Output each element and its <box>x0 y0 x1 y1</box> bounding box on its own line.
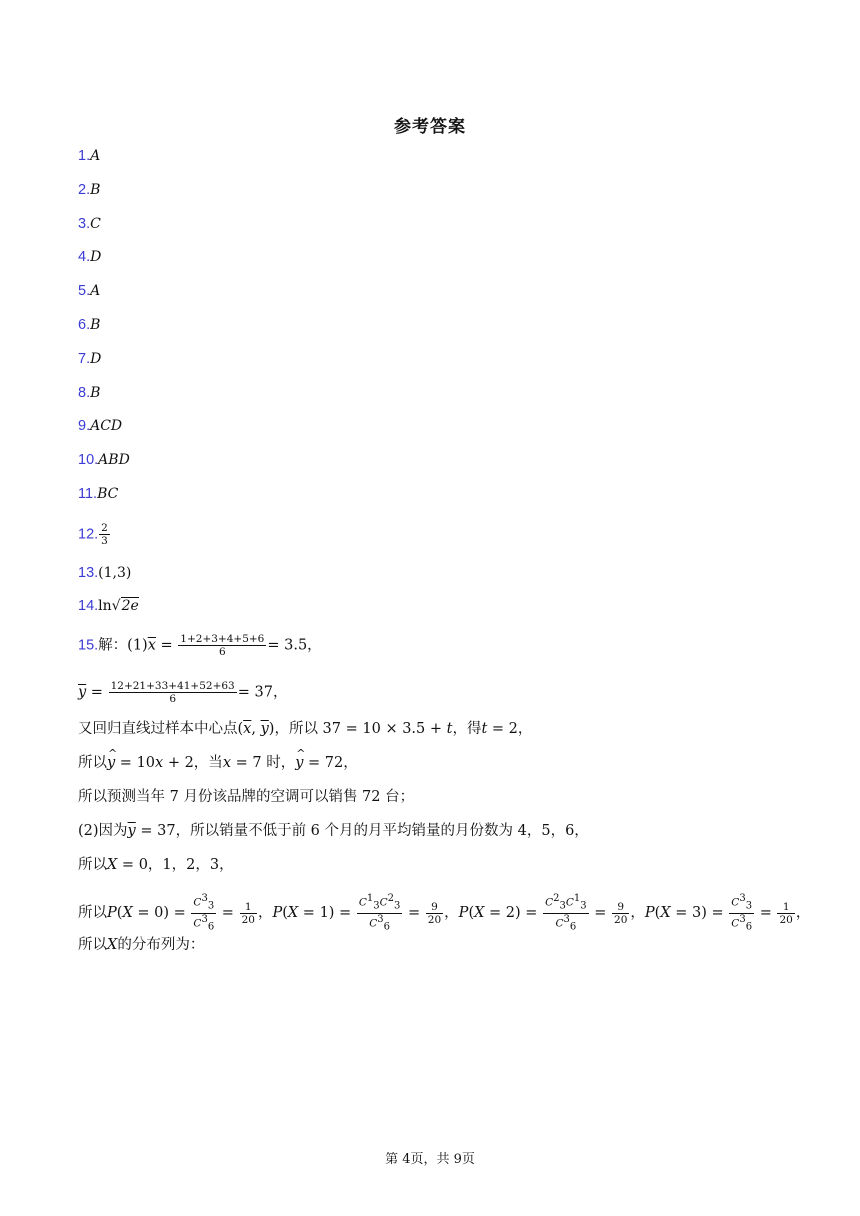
answer-7 <box>78 350 101 368</box>
answer-1 <box>78 147 100 165</box>
numerator: 2 <box>101 522 108 534</box>
text: + 2，当 <box>163 755 223 771</box>
ybar-fraction <box>109 680 237 705</box>
q15-line-part2: (2)因为$\overline{y} = 37$，所以销量不低于前 6 个月的月平均销量的月份数为 4，5，6， <box>78 823 589 839</box>
q15-line-ybar: $\overline{y}$ = $\frac{12+21+33+41+52+63}{6}$ = 37， <box>78 680 288 705</box>
q15-line-prediction: 所以预测当年 7 月份该品牌的空调可以销售 72 台； <box>78 789 415 805</box>
answer-number: 9. <box>78 418 91 434</box>
text: = 7 时， <box>231 755 296 771</box>
answer-number: 13. <box>78 565 99 581</box>
answer-value: B <box>90 317 101 333</box>
text: ，得 <box>452 721 482 737</box>
radicand: 2e <box>121 598 139 614</box>
text: 所以 <box>78 937 107 953</box>
ln-prefix: ln <box>98 598 112 614</box>
answer-value: D <box>90 249 102 265</box>
page-footer: 第 4页，共 9页 <box>385 1152 475 1167</box>
answer-13 <box>78 564 131 582</box>
answer-6 <box>78 316 100 334</box>
answer-value: C <box>90 216 101 232</box>
answer-number: 7. <box>78 351 91 367</box>
fraction: $\frac{C^1_3C^2_3}{C^3_6}$ <box>358 893 401 933</box>
numerator: 1+2+3+4+5+6 <box>180 633 265 645</box>
text: ，所以 37 = 10 × 3.5 + <box>274 721 447 737</box>
text: 所以 <box>78 905 107 922</box>
denominator: 6 <box>169 693 176 705</box>
y-bar-symbol: $\overline{y}$ <box>78 684 87 701</box>
xbar-fraction <box>178 633 266 658</box>
answer-value: (1,3) <box>98 565 132 581</box>
text: 所以 <box>78 755 107 771</box>
answer-11 <box>78 485 118 503</box>
text: 所以 <box>78 857 107 873</box>
text: 的分布列为： <box>117 937 205 953</box>
answer-number: 3. <box>78 216 91 232</box>
answer-value: ABD <box>98 452 130 468</box>
fraction: $\frac{1}{20}$ <box>241 900 255 926</box>
answer-value: B <box>90 182 101 198</box>
xbar-result: = 3.5， <box>267 637 322 654</box>
text: = 10 <box>115 755 156 771</box>
answer-number: 4. <box>78 249 91 265</box>
q15-line-x-values: 所以X = 0，1，2，3， <box>78 857 234 873</box>
sqrt-sign: √ <box>111 598 121 614</box>
q15-line-distribution: 所以X的分布列为： <box>78 937 205 953</box>
q15-line-center: 又回归直线过样本中心点($\overline{x}$, $\overline{y}$)，所以 37 = 10 × 3.5 + t，得t = 2， <box>78 721 533 737</box>
text: = 37，所以销量不低于前 6 个月的月平均销量的月份数为 4，5，6， <box>135 823 589 839</box>
denominator: 3 <box>101 535 108 547</box>
answer-12 <box>78 522 111 547</box>
fraction: $\frac{C^3_3}{C^3_6}$ <box>193 893 215 933</box>
answer-number: 15. <box>78 637 99 654</box>
ybar-result: = 37， <box>237 684 288 701</box>
text: = 72， <box>303 755 358 771</box>
text: = 0，1，2，3， <box>117 857 234 873</box>
answer-value: ACD <box>90 418 123 434</box>
answer-number: 10. <box>78 452 99 468</box>
fraction: $\frac{C^3_3}{C^3_6}$ <box>731 893 753 933</box>
answer-value: A <box>90 148 101 164</box>
page-title: 参考答案 <box>394 117 466 137</box>
fraction: $\frac{C^2_3C^1_3}{C^3_6}$ <box>545 893 587 933</box>
numerator: 12+21+33+41+52+63 <box>110 680 235 692</box>
answer-number: 8. <box>78 385 91 401</box>
answer-2 <box>78 181 100 199</box>
fraction <box>99 522 110 547</box>
answer-3 <box>78 215 101 233</box>
answer-number: 5. <box>78 283 91 299</box>
answer-number: 11. <box>78 486 98 502</box>
q15-line-xbar: 15.解：$(1)\overline{x}$ = $\frac{1+2+3+4+5+6}{6}$ = 3.5， <box>78 633 322 658</box>
text: = 2， <box>487 721 533 737</box>
answer-value: D <box>90 351 102 367</box>
q15-line-regression: 所以^ y = 10x + 2，当x = 7 时，^ y = 72， <box>78 753 358 773</box>
text: (2)因为 <box>78 823 128 839</box>
q15-line-probabilities: 所以P(X = 0) = $\frac{C^3_3}{C^3_6}$ = $\frac{1}{20}$ ，P(X = 1) = $\frac{C^1_3C^2_3}{C^3_6}$ = $\frac{9}{20}$ ，P(X = 2) = $\frac{C^2_3C^1_3}{C^3_6}$ = $\frac{9}{20}$ ，P(X = 3) = $\frac{C^3_3}{C^3_6}$ = $\frac{1}{20}$ ， <box>78 893 811 933</box>
denominator: 6 <box>218 646 226 658</box>
answer-number: 6. <box>78 317 91 333</box>
answer-value: B <box>90 385 101 401</box>
answer-value: A <box>90 283 101 299</box>
answer-value: BC <box>97 486 119 502</box>
answer-number: 14. <box>78 598 99 614</box>
text: 又回归直线过样本中心点 <box>78 721 238 737</box>
fraction: $\frac{9}{20}$ <box>427 900 442 926</box>
answer-4 <box>78 248 101 266</box>
answer-number: 1. <box>78 148 91 164</box>
answer-number: 2. <box>78 182 91 198</box>
fraction: $\frac{1}{20}$ <box>779 900 793 926</box>
solution-lead: 解：(1) <box>98 637 148 654</box>
fraction: $\frac{9}{20}$ <box>614 900 628 926</box>
answer-number: 12. <box>78 526 99 543</box>
x-bar-symbol: $\overline{x}$ <box>147 637 156 654</box>
answer-5 <box>78 282 100 300</box>
answer-9 <box>78 417 122 435</box>
answer-8 <box>78 384 100 402</box>
answer-10 <box>78 451 130 469</box>
answer-14 <box>78 597 139 615</box>
